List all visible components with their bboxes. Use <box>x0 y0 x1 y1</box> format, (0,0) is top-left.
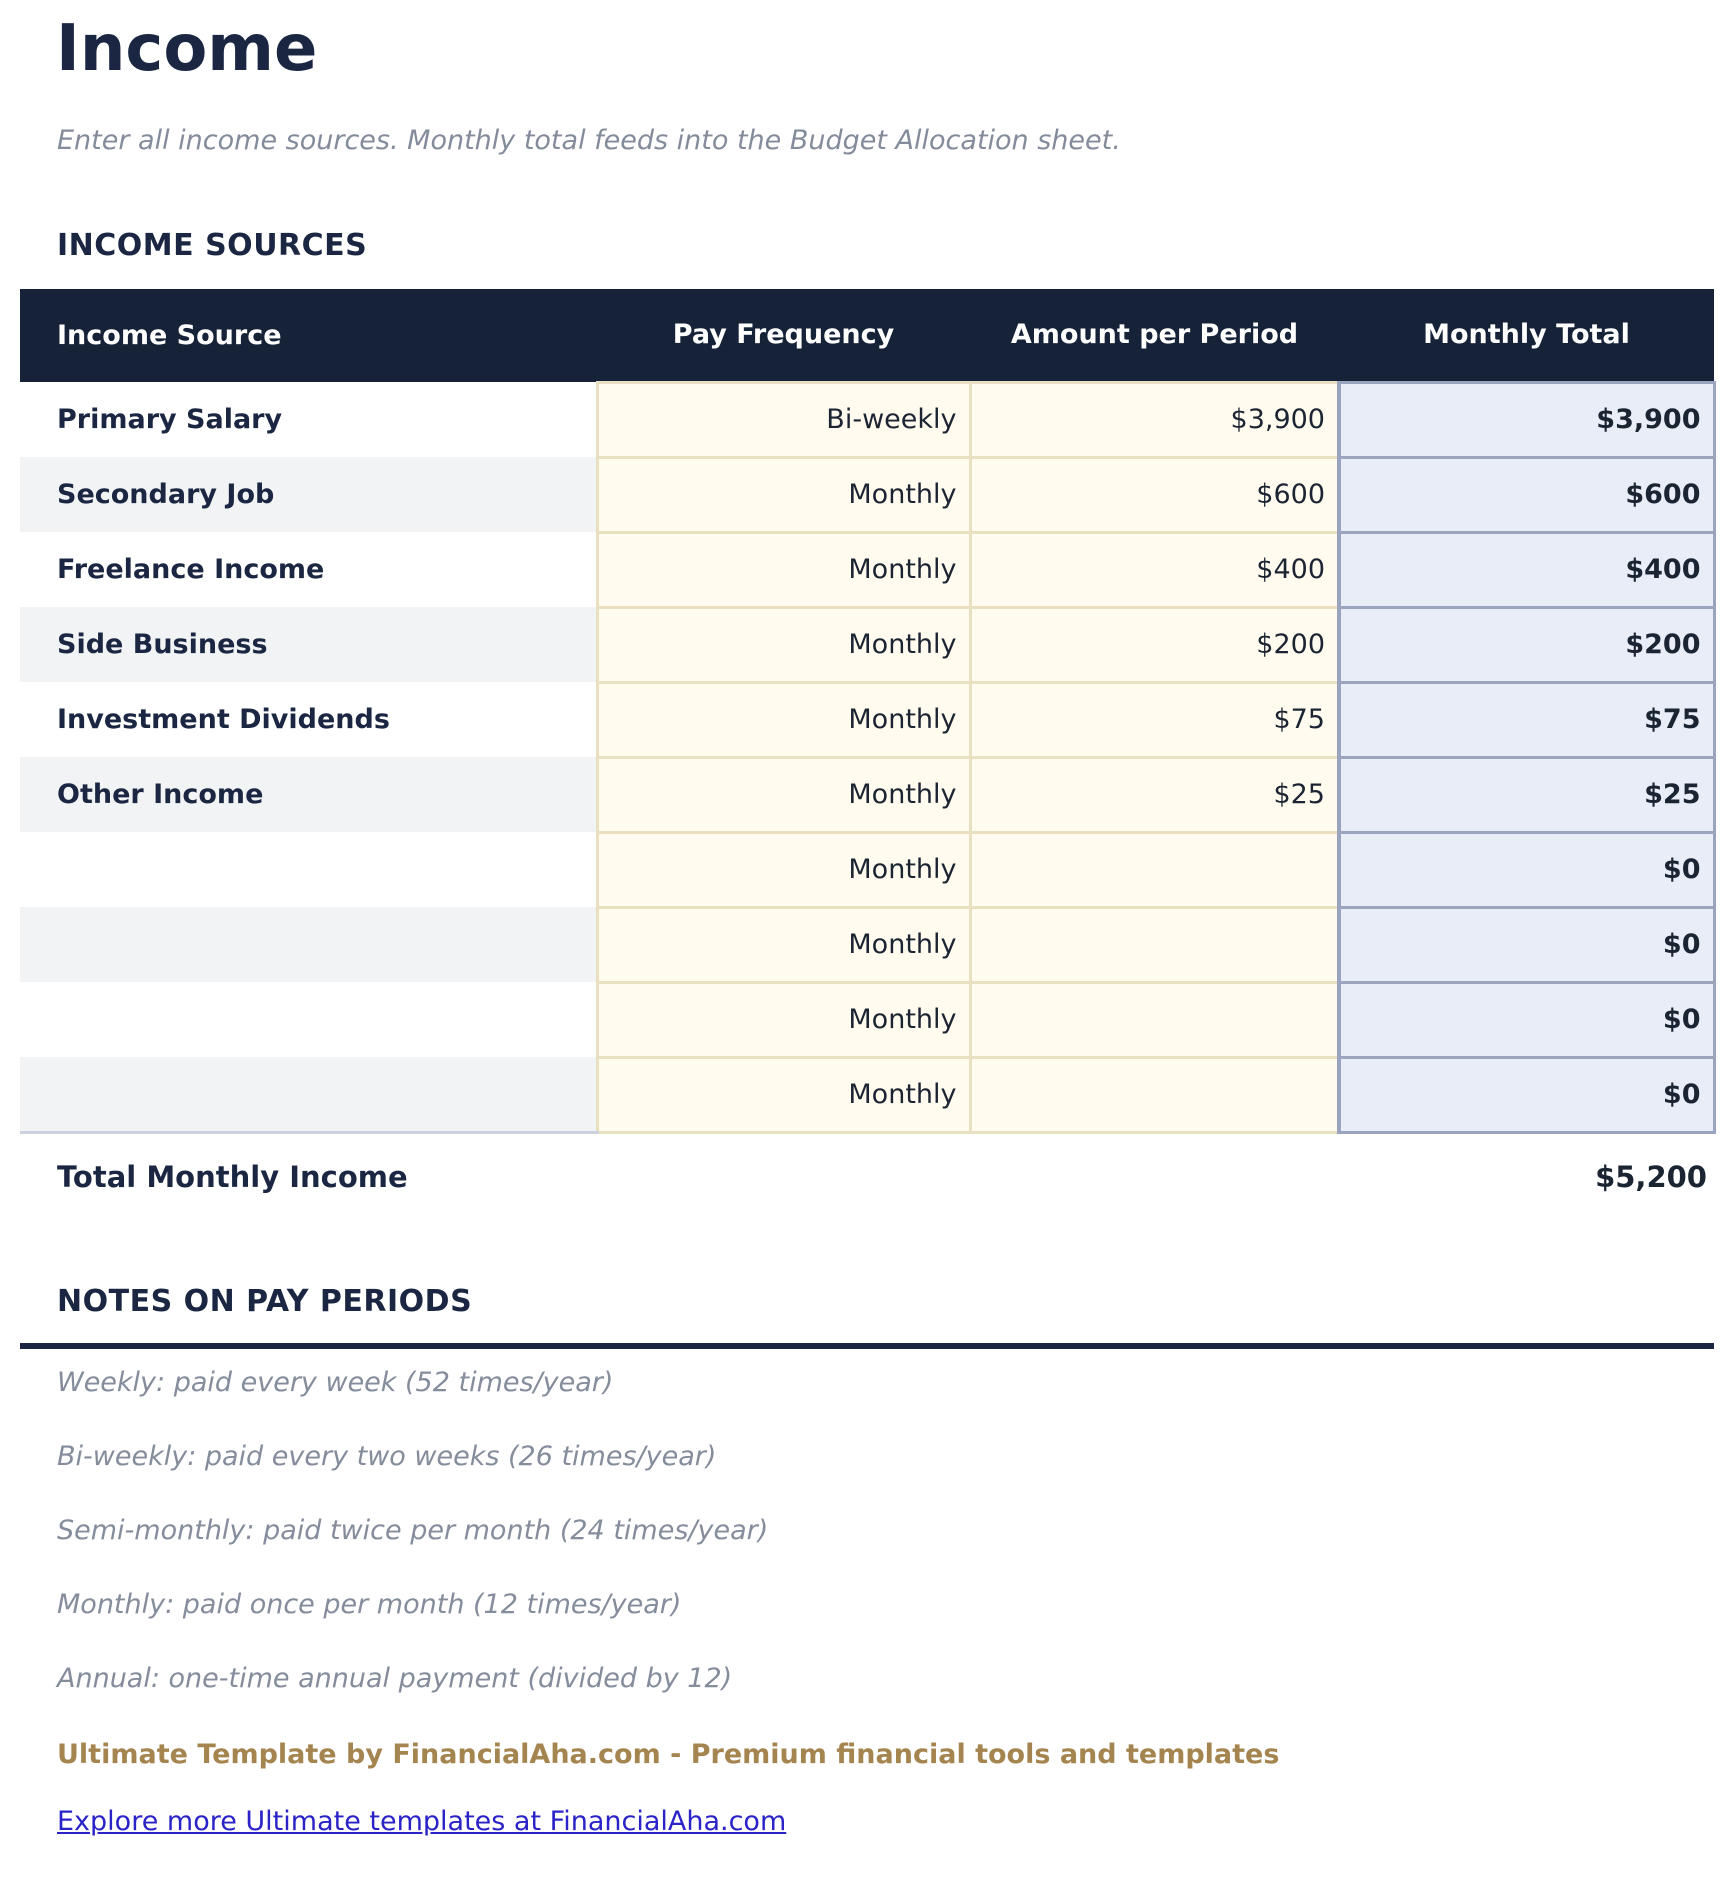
income-source-cell <box>20 907 597 982</box>
amount-per-period-cell: $3,900 <box>970 382 1339 457</box>
monthly-total-cell: $25 <box>1339 757 1714 832</box>
monthly-total-cell: $600 <box>1339 457 1714 532</box>
income-sources-heading: INCOME SOURCES <box>57 228 368 264</box>
pay-frequency-cell: Monthly <box>597 532 970 607</box>
pay-frequency-cell: Monthly <box>597 682 970 757</box>
column-header-monthly-total: Monthly Total <box>1339 289 1714 382</box>
income-table-row <box>20 982 1714 1057</box>
amount-per-period-cell: $25 <box>970 757 1339 832</box>
notes-heading: NOTES ON PAY PERIODS <box>57 1283 473 1319</box>
column-header-amount-per-period: Amount per Period <box>970 289 1339 382</box>
page-subtitle: Enter all income sources. Monthly total feeds into the Budget Allocation sheet. <box>57 125 1121 157</box>
page-title: Income <box>56 12 318 86</box>
pay-period-note: Bi-weekly: paid every two weeks (26 times/year) <box>57 1440 717 1472</box>
notes-divider <box>20 1343 1714 1349</box>
amount-per-period-cell <box>970 907 1339 982</box>
monthly-total-cell: $0 <box>1339 982 1714 1057</box>
pay-period-note: Weekly: paid every week (52 times/year) <box>57 1366 614 1398</box>
amount-per-period-cell <box>970 832 1339 907</box>
income-table-row <box>20 532 1714 607</box>
pay-frequency-cell: Monthly <box>597 832 970 907</box>
amount-per-period-cell <box>970 1057 1339 1132</box>
pay-frequency-cell: Monthly <box>597 907 970 982</box>
pay-period-note: Monthly: paid once per month (12 times/year) <box>57 1588 682 1620</box>
income-table-row <box>20 682 1714 757</box>
total-monthly-income-row <box>57 1160 1707 1194</box>
income-source-cell: Secondary Job <box>20 457 597 532</box>
monthly-total-cell: $0 <box>1339 832 1714 907</box>
income-source-cell <box>20 982 597 1057</box>
amount-per-period-cell: $600 <box>970 457 1339 532</box>
pay-frequency-cell: Monthly <box>597 457 970 532</box>
income-source-cell <box>20 832 597 907</box>
column-header-income-source: Income Source <box>20 289 597 382</box>
income-table-row <box>20 757 1714 832</box>
pay-period-note: Semi-monthly: paid twice per month (24 times/year) <box>57 1514 769 1546</box>
notes-list <box>57 1366 1733 1694</box>
income-table-row <box>20 382 1714 457</box>
income-table-row <box>20 832 1714 907</box>
footer-branding-text: Ultimate Template by FinancialAha.com - Premium financial tools and templates <box>57 1738 1280 1770</box>
pay-frequency-cell: Monthly <box>597 607 970 682</box>
amount-per-period-cell: $75 <box>970 682 1339 757</box>
table-header-row <box>20 289 1714 382</box>
pay-frequency-cell: Monthly <box>597 982 970 1057</box>
monthly-total-cell: $200 <box>1339 607 1714 682</box>
amount-per-period-cell: $200 <box>970 607 1339 682</box>
pay-frequency-cell: Bi-weekly <box>597 382 970 457</box>
column-header-pay-frequency: Pay Frequency <box>597 289 970 382</box>
pay-period-note: Annual: one-time annual payment (divided by 12) <box>57 1662 733 1694</box>
monthly-total-cell: $0 <box>1339 907 1714 982</box>
monthly-total-cell: $400 <box>1339 532 1714 607</box>
income-source-cell <box>20 1057 597 1132</box>
footer-explore-link[interactable]: Explore more Ultimate templates at FinancialAha.com <box>57 1805 787 1837</box>
income-source-cell: Side Business <box>20 607 597 682</box>
monthly-total-cell: $3,900 <box>1339 382 1714 457</box>
amount-per-period-cell <box>970 982 1339 1057</box>
footer <box>57 1739 1733 1851</box>
income-table-row <box>20 907 1714 982</box>
income-source-cell: Freelance Income <box>20 532 597 607</box>
monthly-total-cell: $0 <box>1339 1057 1714 1132</box>
income-sources-table <box>20 289 1716 1134</box>
amount-per-period-cell: $400 <box>970 532 1339 607</box>
income-source-cell: Other Income <box>20 757 597 832</box>
total-monthly-income-value: $5,200 <box>1595 1159 1707 1194</box>
income-source-cell: Primary Salary <box>20 382 597 457</box>
income-source-cell: Investment Dividends <box>20 682 597 757</box>
monthly-total-cell: $75 <box>1339 682 1714 757</box>
income-table-row <box>20 1057 1714 1132</box>
income-table-row <box>20 607 1714 682</box>
income-table-row <box>20 457 1714 532</box>
pay-frequency-cell: Monthly <box>597 1057 970 1132</box>
pay-frequency-cell: Monthly <box>597 757 970 832</box>
total-monthly-income-label: Total Monthly Income <box>57 1159 408 1194</box>
